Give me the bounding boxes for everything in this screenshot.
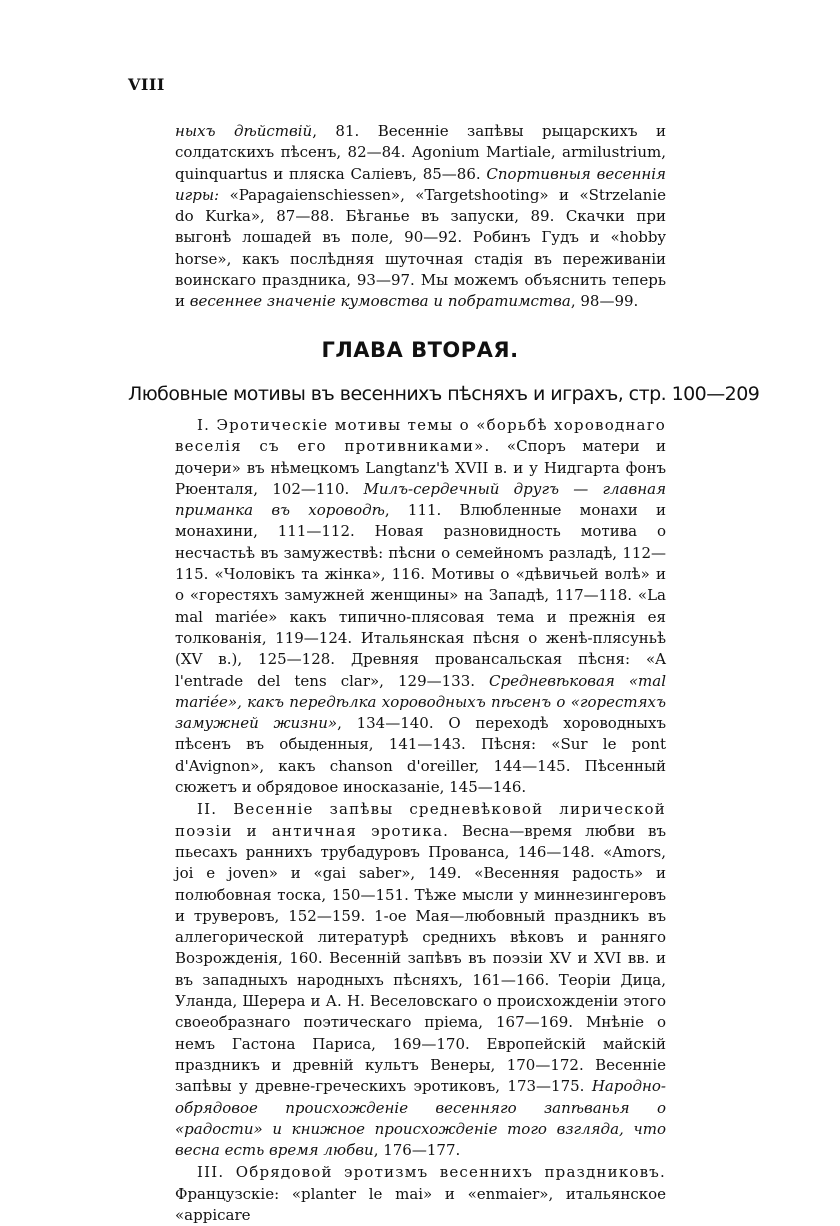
page-number: VIII xyxy=(128,75,165,94)
spaced-text-run: II. Весеннiе запѣвы средневѣковой лирической поэзiи и античная эротика. xyxy=(175,800,666,840)
italic-text-run: ныхъ дѣйствій xyxy=(175,122,313,140)
italic-text-run: Народно-обрядовое происхожденіе весенняго запѣванья о «радости» и книжное происхожденіе того взгляда, что весна есть время любви xyxy=(175,1077,666,1160)
text-run: «Papagaienschiessen», «Targetshooting» и «Strzelanie do Kurka», 87—88. Бѣганье въ запуски, 89. Скачки при выгонѣ лошадей въ поле, 90—92. Робинъ Гудъ и «hobby horse», какъ послѣдняя шуточная стадія въ переживанiи воинскаго праздника, 93—97. Мы можемъ объяснить теперь и xyxy=(175,185,666,311)
contents-paragraph xyxy=(175,121,666,313)
text-run: , 98—99. xyxy=(570,292,639,311)
italic-text-run: Милъ-сердечный другъ — главная приманка въ хороводѣ xyxy=(175,479,667,520)
text-run: , 81. Весеннiе запѣвы рыцарскихъ и солдатскихъ пѣсенъ, 82—84. Agonium Martiale, armilustrium, quinquartus и пляска Салiевъ, 85—86. xyxy=(175,122,666,183)
italic-text-run: Средневѣковая «mal mariée», какъ передѣлка хороводныхъ пѣсенъ о «горестяхъ замужней жизни» xyxy=(175,671,666,733)
spaced-text-run: III. Обрядовой эротизмъ весеннихъ праздниковъ. xyxy=(197,1163,666,1182)
text-run: Французскiе: «planter le mai» и «enmaier», итальянское «appicare xyxy=(175,1184,666,1224)
chapter-contents xyxy=(175,415,666,1226)
chapter-subheading: Любовные мотивы въ весеннихъ пѣсняхъ и играхъ, стр. 100—209 xyxy=(128,383,760,405)
text-run: , 111. Влюбленные монахи и монахини, 111—112. Новая разновидность мотива о несчастьѣ въ замужествѣ: пѣсни о семейномъ разладѣ, 112—115. «Чоловiкъ та жiнка», 116. Мотивы о «дѣвичьей волѣ» и о «горестяхъ замужней женщины» на Западѣ, 117—118. «La mal mariée» какъ типично-плясовая тема и прежнiя ея толкованiя, 119—124. Итальянская пѣсня о женѣ-плясуньѣ (XV в.), 125—128. Древняя провансальская пѣсня: «A l'entrade del tens clar», 129—133. xyxy=(175,501,666,690)
text-run: , 134—140. О переходѣ хороводныхъ пѣсенъ въ обыденныя, 141—143. Пѣсня: «Sur le pont d'Avignon», какъ chanson d'oreiller, 144—145. Пѣсенный сюжетъ и обрядовое иносказанiе, 145—146. xyxy=(175,714,666,797)
contents-section-1 xyxy=(175,415,666,798)
spaced-text-run: I. Эротическiе мотивы темы о «борьбѣ хороводнаго веселiя съ его противниками». xyxy=(175,416,666,456)
text-run: , 176—177. xyxy=(373,1141,461,1160)
contents-section-2 xyxy=(175,799,666,1161)
contents-intro-block xyxy=(175,121,666,313)
text-run: Весна—время любви въ пьесахъ раннихъ трубадуровъ Прованса, 146—148. «Amors, joi e joven» и «gai saber», 149. «Весенняя радость» и полюбовная тоска, 150—151. Тѣже мысли у миннезингеровъ и труверовъ, 152—159. 1-ое Мая—любовный праздникъ въ аллегорической литературѣ среднихъ вѣковъ и ранняго Возрожденiя, 160. Весеннiй запѣвъ въ поэзiи XV и XVI вв. и въ западныхъ народныхъ пѣсняхъ, 161—166. Теорiи Дица, Уланда, Шерера и А. Н. Веселовскаго о происхожденiи этого своеобразнаго поэтическаго прiема, 167—169. Мнѣнiе о немъ Гастона Париса, 169—170. Европейскiй майскiй праздникъ и древнiй культъ Венеры, 170—172. Весеннiе запѣвы у древне-греческихъ эротиковъ, 173—175. xyxy=(175,821,666,1096)
italic-text-run: весеннее значеніе кумовства и побратимства xyxy=(189,292,571,311)
text-run: «Споръ матери и дочери» въ нѣмецкомъ Langtanz'ѣ XVII в. и у Нидгарта фонъ Рюенталя, 102—110. xyxy=(175,437,667,498)
contents-section-3 xyxy=(175,1162,666,1226)
italic-text-run: Спортивныя весеннія игры: xyxy=(175,164,666,204)
chapter-heading: ГЛАВА ВТОРАЯ. xyxy=(321,338,519,362)
